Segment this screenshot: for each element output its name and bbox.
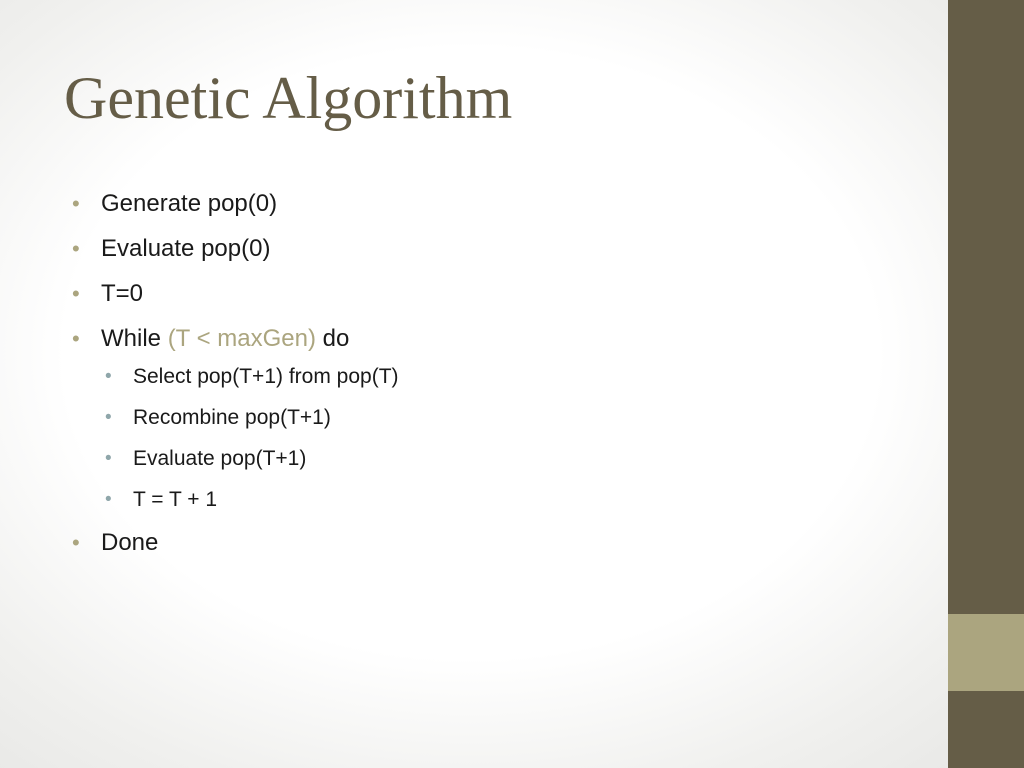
bullet-item-generate <box>72 186 932 222</box>
sub-bullet-text: Evaluate pop(T+1) <box>133 447 307 470</box>
sub-bullet-item-recombine <box>105 402 932 434</box>
slide-title: Genetic Algorithm <box>64 65 513 131</box>
sub-bullet-item-increment <box>105 484 932 516</box>
bullet-dot-icon: • <box>72 530 80 555</box>
do-keyword: do <box>315 325 350 352</box>
sub-bullet-text: Select pop(T+1) from pop(T) <box>133 365 399 388</box>
slide-content <box>72 186 932 570</box>
bullet-dot-icon: • <box>72 281 80 306</box>
while-keyword: While <box>101 325 168 352</box>
bullet-text: T=0 <box>101 280 144 307</box>
bullet-item-done <box>72 525 932 561</box>
sub-bullet-item-select <box>105 361 932 393</box>
bullet-text: Generate pop(0) <box>101 190 278 217</box>
bullet-text: Done <box>101 529 159 556</box>
loop-condition: (T < maxGen) <box>167 325 316 352</box>
sub-bullet-dot-icon: • <box>105 489 112 510</box>
sub-bullet-item-evaluate <box>105 443 932 475</box>
sub-bullet-dot-icon: • <box>105 448 112 469</box>
sub-bullet-text: T = T + 1 <box>133 488 218 511</box>
bullet-item-init-t <box>72 276 932 312</box>
sub-bullet-dot-icon: • <box>105 407 112 428</box>
bullet-item-evaluate <box>72 231 932 267</box>
bullet-dot-icon: • <box>72 236 80 261</box>
bullet-item-while-loop <box>72 321 932 516</box>
sub-bullet-list <box>105 361 932 516</box>
sub-bullet-text: Recombine pop(T+1) <box>133 406 331 429</box>
bullet-text: Evaluate pop(0) <box>101 235 271 262</box>
sub-bullet-dot-icon: • <box>105 366 112 387</box>
bullet-list <box>72 186 932 561</box>
bullet-dot-icon: • <box>72 326 80 351</box>
side-bar-accent-block <box>948 614 1024 691</box>
bullet-dot-icon: • <box>72 191 80 216</box>
